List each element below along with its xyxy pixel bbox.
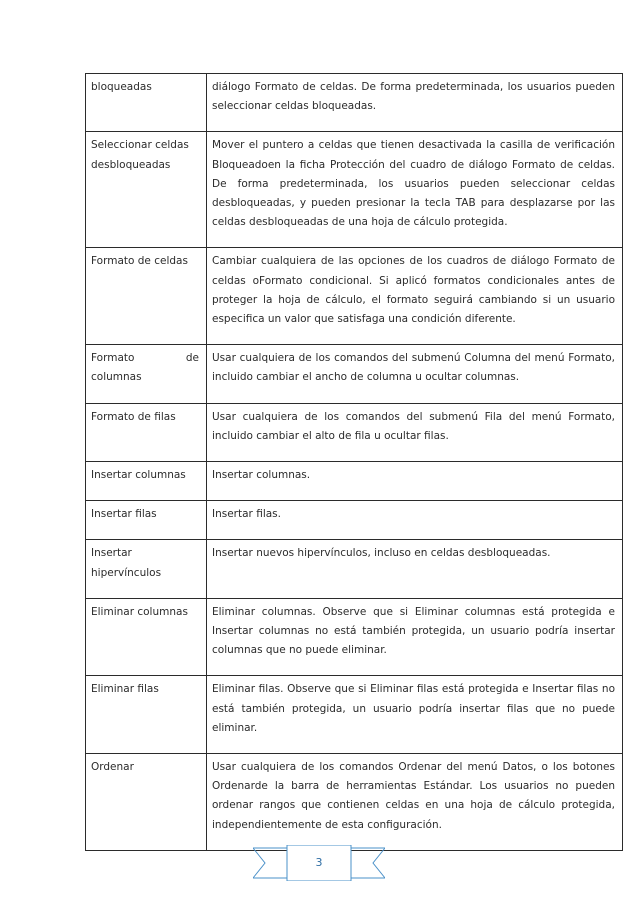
table-row	[86, 676, 623, 754]
table-row	[86, 132, 623, 248]
permissions-table	[85, 73, 623, 851]
option-cell: Formato de celdas	[86, 248, 207, 345]
table-row	[86, 403, 623, 461]
option-cell: Insertar columnas	[86, 462, 207, 501]
description-cell: Usar cualquiera de los comandos Ordenar del menú Datos, o los botones Ordenarde la barra de herramientas Estándar. Los usuarios no pueden ordenar rangos que contienen celdas en una hoja de cálculo protegida, independientemente de esta configuración.	[207, 754, 623, 851]
table-row	[86, 248, 623, 345]
description-cell: Usar cualquiera de los comandos del submenú Fila del menú Formato, incluido cambiar el alto de fila u ocultar filas.	[207, 403, 623, 461]
description-cell: Eliminar columnas. Observe que si Eliminar columnas está protegida e Insertar columnas no está también protegida, un usuario podría insertar columnas que no puede eliminar.	[207, 598, 623, 676]
table-row	[86, 462, 623, 501]
description-cell: Insertar columnas.	[207, 462, 623, 501]
description-cell: Insertar filas.	[207, 501, 623, 540]
table-row	[86, 540, 623, 598]
description-cell: Insertar nuevos hipervínculos, incluso en celdas desbloqueadas.	[207, 540, 623, 598]
page-number-badge	[253, 845, 385, 881]
table-row	[86, 598, 623, 676]
option-cell: bloqueadas	[86, 74, 207, 132]
option-cell: Eliminar filas	[86, 676, 207, 754]
description-cell: Eliminar filas. Observe que si Eliminar filas está protegida e Insertar filas no está también protegida, un usuario podría insertar filas que no puede eliminar.	[207, 676, 623, 754]
option-cell: Eliminar columnas	[86, 598, 207, 676]
option-cell: Insertar filas	[86, 501, 207, 540]
description-cell: Cambiar cualquiera de las opciones de los cuadros de diálogo Formato de celdas oFormato condicional. Si aplicó formatos condicionales antes de proteger la hoja de cálculo, el formato seguirá cambiando si un usuario especifica un valor que satisfaga una condición diferente.	[207, 248, 623, 345]
option-cell: Formato de columnas	[86, 345, 207, 403]
table-row	[86, 74, 623, 132]
option-cell: Seleccionar celdas desbloqueadas	[86, 132, 207, 248]
page-number: 3	[315, 856, 323, 869]
table-row	[86, 754, 623, 851]
description-cell: Mover el puntero a celdas que tienen desactivada la casilla de verificación Bloqueadoen la ficha Protección del cuadro de diálogo Formato de celdas. De forma predeterminada, los usuarios pueden seleccionar celdas desbloqueadas, y pueden presionar la tecla TAB para desplazarse por las celdas desbloqueadas de una hoja de cálculo protegida.	[207, 132, 623, 248]
description-cell: diálogo Formato de celdas. De forma predeterminada, los usuarios pueden seleccionar celdas bloqueadas.	[207, 74, 623, 132]
option-cell: Ordenar	[86, 754, 207, 851]
table-row	[86, 501, 623, 540]
option-cell: Formato de filas	[86, 403, 207, 461]
description-cell: Usar cualquiera de los comandos del submenú Columna del menú Formato, incluido cambiar el ancho de columna u ocultar columnas.	[207, 345, 623, 403]
table-row	[86, 345, 623, 403]
option-cell: Insertar hipervínculos	[86, 540, 207, 598]
